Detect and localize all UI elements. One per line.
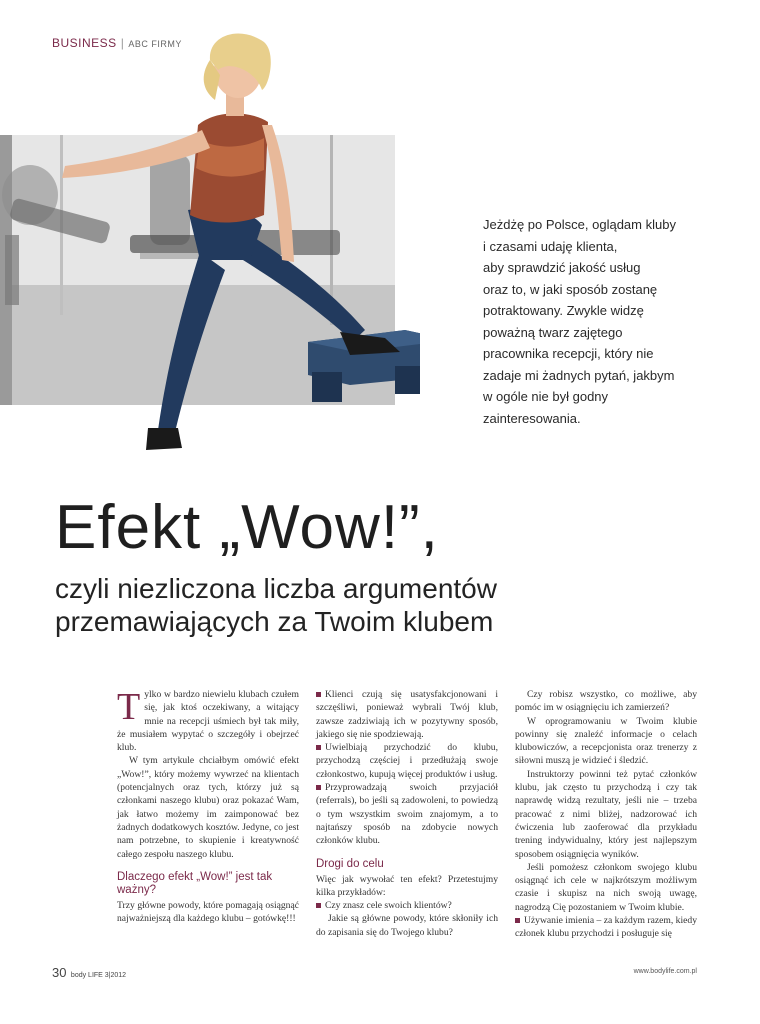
paragraph [117, 688, 299, 754]
section-separator: | [120, 36, 125, 50]
paragraph: Jakie są główne powody, które skłoniły ich do zapisania się do Twojego klubu? [316, 913, 498, 938]
bullet-item [316, 899, 498, 912]
article-column-2 [316, 688, 498, 939]
bullet-text: Klienci czują się usatysfakcjonowani i szczęśliwi, ponieważ wybrali Twój klub, zawsze zadziwiają ich w pozytywny sposób, jakiego się nie spodziewają. [316, 689, 498, 740]
bullet-text: Uwielbiają przychodzić do klubu, przychodzą częściej i przedłużają swoje członkostwo, kupują więcej produktów i usług. [316, 742, 498, 780]
bullet-square-icon [316, 745, 321, 750]
section-heading: Dlaczego efekt „Wow!” jest tak ważny? [117, 870, 273, 896]
paragraph: W oprogramowaniu w Twoim klubie powinny się znaleźć informacje o celach klubowiczów, a recepcjonista oraz trenerzy z siłowni muszą je widzieć i śledzić. [515, 715, 697, 767]
article-column-1 [117, 688, 299, 925]
pull-quote-line: w ogóle nie był godny [483, 389, 609, 404]
bullet-square-icon [316, 692, 321, 697]
pull-quote-line: poważną twarz zajętego [483, 324, 623, 340]
pull-quote-line: zainteresowania. [483, 410, 581, 426]
woman-on-step-illustration [50, 30, 420, 475]
pull-quote-line: zadaje mi żadnych pytań, jakbym [483, 367, 675, 383]
magazine-issue: body LIFE 3|2012 [70, 972, 127, 979]
article-subtitle [55, 572, 497, 638]
paragraph: Więc jak wywołać ten efekt? Przetestujmy kilka przykładów: [316, 873, 498, 898]
bullet-square-icon [316, 785, 321, 790]
subtitle-line-1: czyli niezliczona liczba argumentów [55, 573, 497, 604]
page-number: 30 [52, 965, 67, 980]
paragraph: Trzy główne powody, które pomagają osiągnąć najważniejszą dla każdego klubu – gotówkę!!! [117, 899, 299, 925]
pull-quote-line: aby sprawdzić jakość usług [483, 260, 641, 275]
subsection-label: ABC FIRMY [128, 39, 182, 49]
pull-quote-line: potraktowany. Zwykle widzę [483, 303, 644, 318]
bullet-item [316, 741, 498, 781]
section-label: BUSINESS [52, 36, 117, 50]
paragraph: Czy robisz wszystko, co możliwe, aby pomóc im w osiągnięciu ich zamierzeń? [515, 689, 697, 714]
article-column-3 [515, 688, 697, 941]
bullet-item [316, 781, 498, 847]
pull-quote-line: i czasami udaję klienta, [483, 238, 618, 254]
bullet-text: Czy znasz cele swoich klientów? [325, 900, 452, 912]
bullet-item [316, 688, 498, 741]
section-heading: Drogi do celu [316, 857, 384, 870]
bullet-square-icon [515, 918, 520, 923]
paragraph: Jeśli pomożesz członkom swojego klubu osiągnąć ich cele w najkrótszym możliwym czasie i skupisz na nich swoją uwagę, nagrodzą Cię pozostaniem w Twoim klubie. [515, 861, 697, 913]
pull-quote-line: pracownika recepcji, który nie [483, 346, 654, 361]
drop-cap: T [117, 686, 141, 728]
paragraph-text: ylko w bardzo niewielu klubach czułem się, jak ktoś oczekiwany, a witający mnie na recepcji uśmiech był tak miły, że musiałem wypytać o szczegóły i obejrzeć klub. [117, 689, 299, 754]
subtitle-line-2: przemawiających za Twoim klubem [55, 606, 494, 637]
footer-page-info [52, 964, 126, 982]
bullet-text: Przyprowadzają swoich przyjaciół (referrals), bo jeśli są zadowoleni, to powiedzą o tym wszystkim swoim znajomym, a to najtańszy sposób na zdobycie nowych członków klubu. [316, 782, 498, 847]
footer-website: www.bodylife.com.pl [633, 968, 697, 975]
bullet-item [515, 914, 697, 941]
bullet-text: Używanie imienia – za każdym razem, kiedy członek klubu przychodzi i posługuje się [515, 915, 697, 940]
paragraph: Instruktorzy powinni też pytać członków klubu, jak często tu przychodzą i czy tak naprawdę widzą rezultaty, jeśli nie – trzeba pracować z nimi bliżej, nadzorować ich ćwiczenia lub zaoferować dla przykładu trening indywidualny, który jest najlepszym sposobem osiągnięcia wyników. [515, 768, 697, 860]
paragraph: W tym artykule chciałbym omówić efekt „Wow!”, który możemy wywrzeć na klientach (potencjalnych oraz tych, którzy już są członkami naszego klubu) oraz pokazać Wam, jak łatwo możemy im zaimponować bez żadnych dodatkowych kosztów. Jedyne, co jest nam potrzebne, to skupienie i kreatywność całego zespołu naszego klubu. [117, 755, 299, 860]
bullet-square-icon [316, 903, 321, 908]
pull-quote-line: Jeżdżę po Polsce, oglądam kluby [483, 217, 676, 232]
article-title: Efekt „Wow!”, [55, 493, 439, 562]
pull-quote [483, 214, 715, 429]
pull-quote-line: oraz to, w jaki sposób zostanę [483, 281, 658, 297]
